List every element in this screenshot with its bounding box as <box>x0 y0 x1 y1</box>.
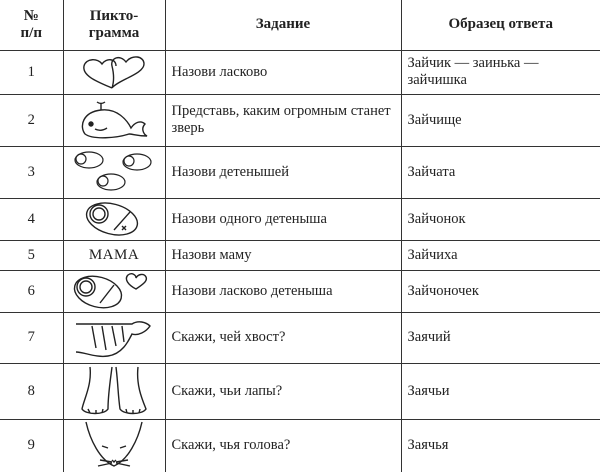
baby-icon <box>84 200 144 238</box>
table-row <box>0 50 600 94</box>
table-header-row <box>0 0 600 50</box>
row-answer: Зайчиха <box>401 240 600 270</box>
header-task: Задание <box>165 0 401 50</box>
header-pic-line2: грамма <box>88 24 140 41</box>
table-row <box>0 146 600 198</box>
row-answer: Заячья <box>401 419 600 472</box>
row-answer: Зайчище <box>401 94 600 146</box>
row-num: 7 <box>0 312 63 363</box>
row-task: Назови ласково <box>165 50 401 94</box>
row-answer: Зайчата <box>401 146 600 198</box>
row-task: Назови детенышей <box>165 146 401 198</box>
row-task: Скажи, чья голова? <box>165 419 401 472</box>
header-pic-line1: Пикто- <box>89 7 139 24</box>
row-task: Назови маму <box>165 240 401 270</box>
row-answer: Зайчонок <box>401 198 600 240</box>
table-row <box>0 240 600 270</box>
tail-icon <box>72 316 156 360</box>
row-answer: Зайчоночек <box>401 270 600 312</box>
table-row <box>0 419 600 472</box>
row-task: Скажи, чьи лапы? <box>165 363 401 419</box>
row-answer: Заячьи <box>401 363 600 419</box>
row-num: 6 <box>0 270 63 312</box>
header-num-line2: п/п <box>20 24 42 41</box>
header-num <box>0 0 63 50</box>
header-num-line1: № <box>23 7 39 24</box>
row-num: 1 <box>0 50 63 94</box>
row-num: 9 <box>0 419 63 472</box>
row-num: 3 <box>0 146 63 198</box>
row-answer: Заячий <box>401 312 600 363</box>
row-task: Представь, каким огромным станет зверь <box>165 94 401 146</box>
row-answer: Зайчик — заинька — зайчишка <box>401 50 600 94</box>
head-icon <box>76 420 152 472</box>
row-task: Скажи, чей хвост? <box>165 312 401 363</box>
paws-icon <box>76 365 152 417</box>
whale-icon <box>77 98 151 142</box>
row-task: Назови одного детеныша <box>165 198 401 240</box>
row-num: 5 <box>0 240 63 270</box>
hearts-icon <box>78 52 150 92</box>
table-row <box>0 312 600 363</box>
header-answer: Образец ответа <box>401 0 600 50</box>
row-task: Назови ласково детеныша <box>165 270 401 312</box>
table-row <box>0 363 600 419</box>
pictogram-text-mama: МАМА <box>63 240 165 270</box>
three-babies-icon <box>71 148 157 196</box>
baby-heart-icon <box>72 271 156 311</box>
table-row <box>0 198 600 240</box>
table-row <box>0 270 600 312</box>
header-pictogram <box>63 0 165 50</box>
row-num: 4 <box>0 198 63 240</box>
row-num: 8 <box>0 363 63 419</box>
table-row <box>0 94 600 146</box>
row-num: 2 <box>0 94 63 146</box>
